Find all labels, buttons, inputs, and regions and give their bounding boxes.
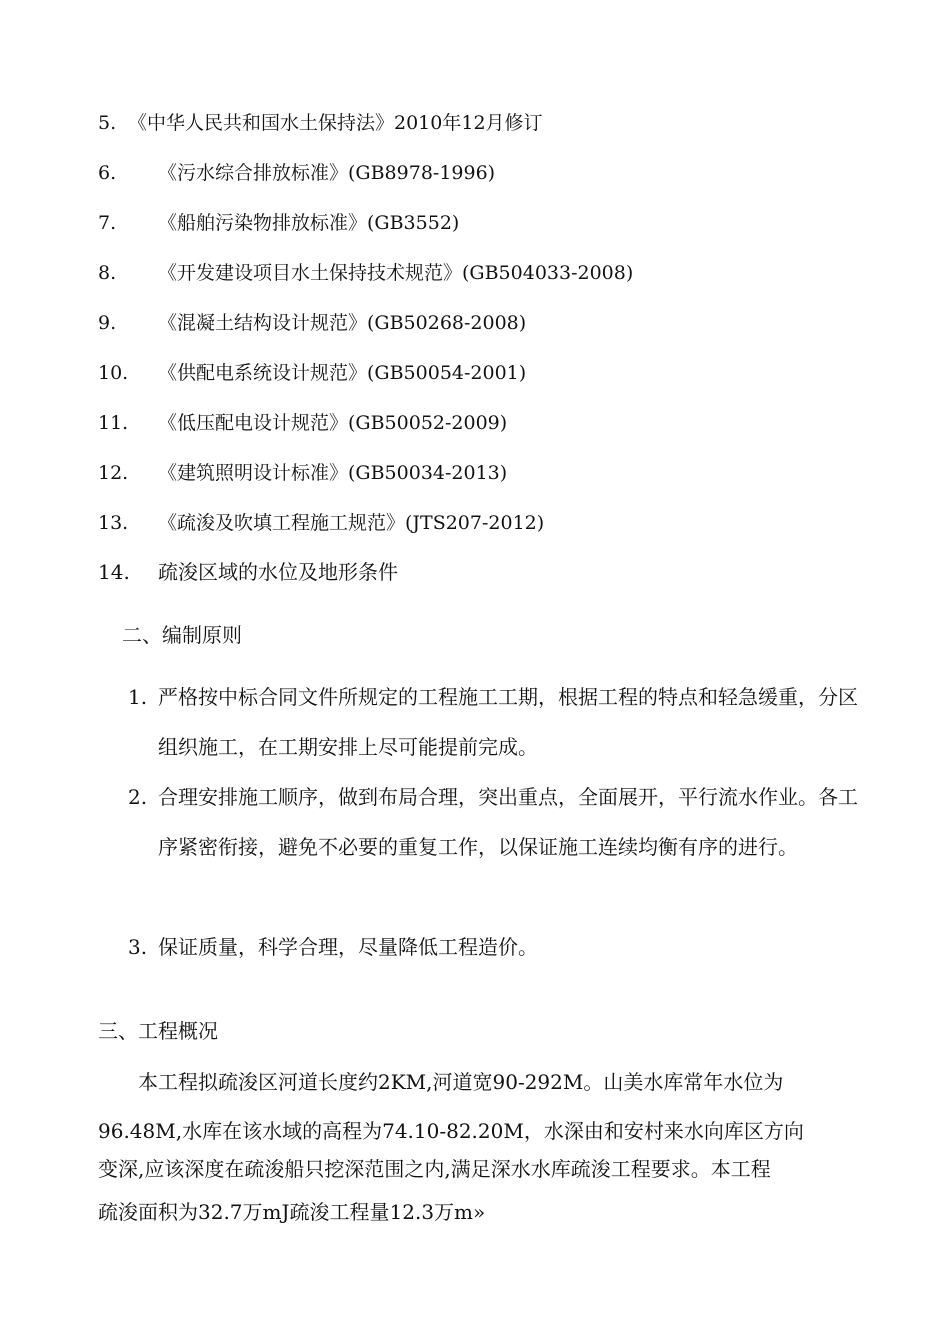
- reference-text: 疏浚区域的水位及地形条件: [158, 560, 398, 584]
- reference-text: 《船舶污染物排放标准》(GB3552): [158, 212, 460, 234]
- reference-item: [98, 160, 495, 186]
- principle-text: 严格按中标合同文件所规定的工程施工工期，根据工程的特点和轻急缓重，分区组织施工，在工期安排上尽可能提前完成。: [158, 685, 858, 759]
- principle-item: [128, 922, 858, 972]
- overview-line: 本工程拟疏浚区河道长度约2KM,河道宽90-292M。山美水库常年水位为: [98, 1070, 784, 1094]
- section-heading-overview: 三、工程概况: [98, 1019, 218, 1043]
- reference-item: [98, 110, 543, 136]
- reference-text: 《疏浚及吹填工程施工规范》(JTS207-2012): [158, 512, 545, 534]
- principle-item: [128, 772, 858, 872]
- reference-number: 14.: [98, 560, 130, 584]
- overview-line: 变深,应该深度在疏浚船只挖深范围之内,满足深水水库疏浚工程要求。本工程: [98, 1157, 771, 1181]
- reference-text: 《建筑照明设计标准》(GB50034-2013): [158, 462, 508, 484]
- reference-item: [98, 310, 526, 336]
- reference-number: 7.: [98, 212, 117, 234]
- reference-item: [98, 210, 459, 236]
- overview-line: 96.48M,水库在该水域的高程为74.10-82.20M，水深由和安村来水向库区方向: [98, 1119, 804, 1143]
- reference-text: 《供配电系统设计规范》(GB50054-2001): [158, 362, 527, 384]
- reference-item: [98, 510, 544, 536]
- reference-number: 6.: [98, 162, 117, 184]
- reference-number: 13.: [98, 512, 129, 534]
- principle-text: 合理安排施工顺序，做到布局合理，突出重点，全面展开，平行流水作业。各工序紧密衔接，避免不必要的重复工作，以保证施工连续均衡有序的进行。: [158, 785, 858, 859]
- reference-text: 《混凝土结构设计规范》(GB50268-2008): [158, 312, 527, 334]
- reference-number: 10.: [98, 362, 129, 384]
- reference-text: 《开发建设项目水土保持技术规范》(GB504033-2008): [158, 262, 634, 284]
- reference-number: 12.: [98, 462, 129, 484]
- principle-text: 保证质量，科学合理，尽量降低工程造价。: [158, 935, 538, 959]
- reference-item: [98, 410, 507, 436]
- reference-item: [98, 460, 507, 486]
- reference-number: 8.: [98, 262, 117, 284]
- reference-item: [98, 260, 633, 286]
- reference-number: 11.: [98, 412, 129, 434]
- principle-number: 2.: [128, 785, 148, 809]
- principle-item: [128, 672, 858, 772]
- reference-text: 《低压配电设计规范》(GB50052-2009): [158, 412, 508, 434]
- principle-number: 1.: [128, 685, 148, 709]
- overview-line: 疏浚面积为32.7万mJ疏浚工程量12.3万m»: [98, 1200, 486, 1224]
- reference-item: [98, 559, 398, 585]
- reference-number: 5.: [98, 112, 117, 134]
- reference-text: 《中华人民共和国水土保持法》2010年12月修订: [128, 112, 543, 134]
- reference-item: [98, 360, 526, 386]
- reference-text: 《污水综合排放标准》(GB8978-1996): [158, 162, 496, 184]
- reference-number: 9.: [98, 312, 117, 334]
- principle-number: 3.: [128, 935, 148, 959]
- section-heading-principles: 二、编制原则: [122, 623, 242, 647]
